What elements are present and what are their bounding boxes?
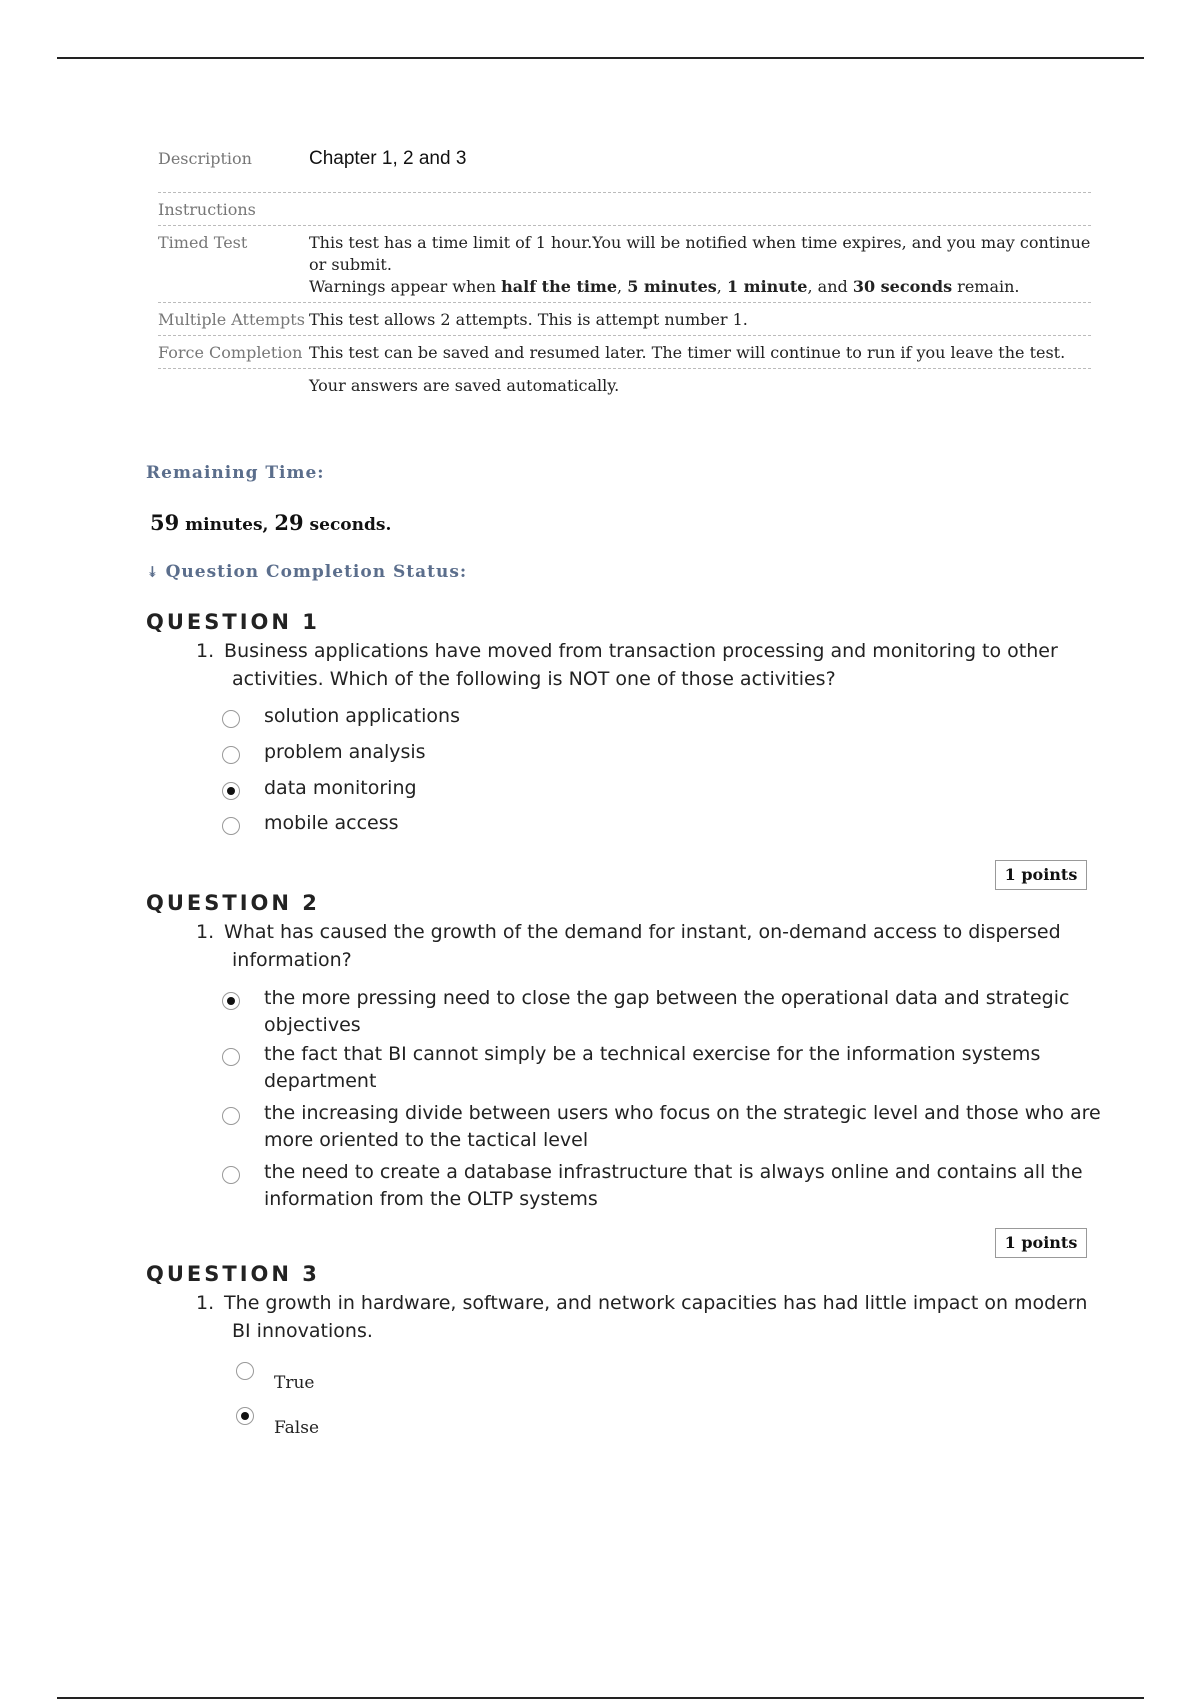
radio-button[interactable] [222, 817, 240, 835]
question-2-option-4[interactable]: the need to create a database infrastructure that is always online and contains all the information from the OLTP systems [222, 1159, 1102, 1213]
autosave-value: Your answers are saved automatically. [309, 376, 620, 395]
radio-button[interactable] [222, 1107, 240, 1125]
question-1-option-3[interactable]: data monitoring [222, 775, 1102, 802]
info-row-timed-test [158, 226, 1091, 303]
force-completion-label: Force Completion [158, 343, 303, 362]
timer-seconds: 29 [274, 510, 304, 535]
top-rule [57, 57, 1144, 59]
radio-button[interactable] [222, 746, 240, 764]
question-1-option-2[interactable]: problem analysis [222, 739, 1102, 766]
double-chevron-down-icon: ↡ [146, 563, 160, 581]
timed-test-label: Timed Test [158, 233, 248, 252]
radio-button[interactable] [222, 710, 240, 728]
instructions-label: Instructions [158, 200, 256, 219]
question-2-option-1[interactable]: the more pressing need to close the gap between the operational data and strategic objectives [222, 985, 1102, 1039]
radio-button[interactable] [236, 1362, 254, 1380]
question-2-points: 1 points [995, 1228, 1087, 1258]
radio-button-selected[interactable] [222, 782, 240, 800]
question-1-text: 1. Business applications have moved from transaction processing and monitoring to other activities. Which of the following is NOT one of those activities? [196, 640, 1058, 690]
question-completion-status-label: Question Completion Status: [165, 562, 468, 582]
question-3-option-false[interactable]: False [236, 1407, 1116, 1442]
question-1-option-4[interactable]: mobile access [222, 810, 1102, 837]
question-completion-status-toggle[interactable] [146, 562, 467, 582]
test-info-table [158, 142, 1091, 401]
question-3-title: QUESTION 3 [146, 1262, 320, 1286]
radio-button[interactable] [222, 1048, 240, 1066]
question-1-option-1[interactable]: solution applications [222, 703, 1102, 730]
question-2-text: 1. What has caused the growth of the demand for instant, on-demand access to dispersed information? [196, 921, 1061, 971]
radio-button[interactable] [222, 1166, 240, 1184]
question-3-text: 1. The growth in hardware, software, and network capacities has had little impact on modern BI innovations. [196, 1292, 1088, 1342]
description-value: Chapter 1, 2 and 3 [309, 148, 467, 169]
info-row-force-completion [158, 336, 1091, 369]
info-row-instructions [158, 193, 1091, 226]
radio-button-selected[interactable] [236, 1407, 254, 1425]
radio-button-selected[interactable] [222, 992, 240, 1010]
info-row-description [158, 142, 1091, 193]
bottom-rule [57, 1697, 1144, 1699]
timed-test-line2: Warnings appear when half the time, 5 minutes, 1 minute, and 30 seconds remain. [309, 277, 1020, 296]
force-completion-value: This test can be saved and resumed later. The timer will continue to run if you leave the test. [309, 343, 1066, 362]
description-label: Description [158, 149, 252, 168]
remaining-time-label: Remaining Time: [146, 463, 325, 483]
remaining-time-value: 59 minutes, 29 seconds. [150, 510, 392, 535]
multiple-attempts-label: Multiple Attempts [158, 310, 305, 329]
question-2-title: QUESTION 2 [146, 891, 320, 915]
timed-test-line1: This test has a time limit of 1 hour.You will be notified when time expires, and you may continue or submit. [309, 233, 1091, 274]
question-3-option-true[interactable]: True [236, 1362, 1116, 1397]
question-1-title: QUESTION 1 [146, 610, 320, 634]
question-1-points: 1 points [995, 860, 1087, 890]
question-2-option-3[interactable]: the increasing divide between users who focus on the strategic level and those who are more oriented to the tactical level [222, 1100, 1102, 1154]
timer-minutes: 59 [150, 510, 180, 535]
timed-test-value [309, 226, 1091, 302]
info-row-autosave [158, 369, 1091, 401]
info-row-multiple-attempts [158, 303, 1091, 336]
question-2-option-2[interactable]: the fact that BI cannot simply be a technical exercise for the information systems department [222, 1041, 1102, 1095]
multiple-attempts-value: This test allows 2 attempts. This is attempt number 1. [309, 310, 748, 329]
